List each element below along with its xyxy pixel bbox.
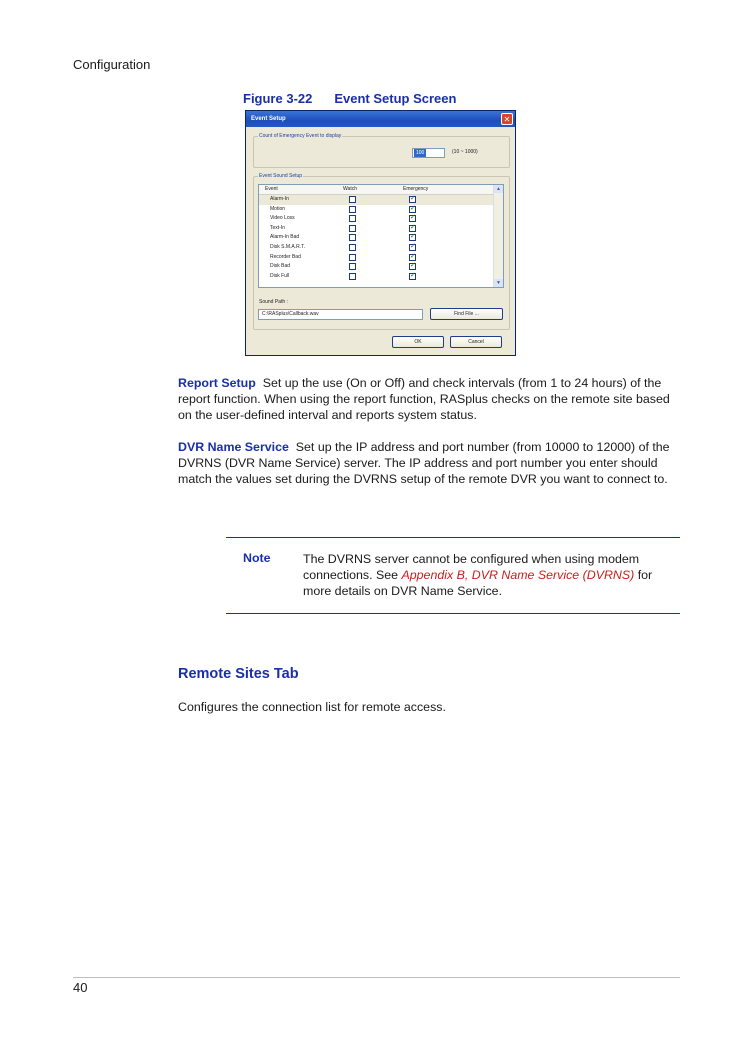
cancel-button[interactable]: Cancel — [450, 336, 502, 348]
emergency-checkbox[interactable] — [409, 225, 416, 232]
event-list-header — [259, 185, 503, 195]
dialog-title: Event Setup — [251, 116, 286, 122]
note-text-before: The DVRNS server cannot be configured when using modem connections. See — [303, 552, 640, 582]
event-name: Alarm-In Bad — [270, 234, 300, 241]
watch-checkbox[interactable] — [349, 254, 356, 261]
watch-checkbox[interactable] — [349, 215, 356, 222]
column-emergency[interactable]: Emergency — [403, 186, 429, 192]
dvr-name-service-term: DVR Name Service — [178, 440, 289, 454]
watch-checkbox[interactable] — [349, 263, 356, 270]
event-name: Alarm-In — [270, 196, 289, 202]
count-group-label: Count of Emergency Event to display — [259, 133, 342, 139]
emergency-checkbox[interactable] — [409, 234, 416, 241]
event-name: Disk Bad — [270, 263, 291, 270]
event-name: Disk Full — [270, 272, 290, 279]
emergency-checkbox[interactable] — [409, 263, 416, 270]
event-row[interactable] — [259, 205, 503, 215]
event-row[interactable] — [259, 195, 503, 205]
scroll-down-icon[interactable]: ▼ — [494, 279, 503, 287]
dvr-name-service-text: Set up the IP address and port number (from 10000 to 12000) of the DVRNS (DVR Name Service) server. The IP address and port number you enter should match the values set during the DVRNS setup of the remote DVR you want to connect to. — [178, 440, 670, 486]
event-name: Disk S.M.A.R.T. — [270, 243, 306, 250]
watch-checkbox[interactable] — [349, 244, 356, 251]
event-row[interactable] — [259, 253, 503, 263]
emergency-count-value: 100 — [416, 150, 425, 156]
remote-sites-text: Configures the connection list for remote access. — [178, 700, 446, 714]
appendix-b-link[interactable]: Appendix B, DVR Name Service (DVRNS) — [401, 568, 635, 582]
watch-checkbox[interactable] — [349, 273, 356, 280]
report-setup-term: Report Setup — [178, 376, 256, 390]
emergency-checkbox[interactable] — [409, 215, 416, 222]
emergency-checkbox[interactable] — [409, 244, 416, 251]
event-row[interactable] — [259, 243, 503, 253]
report-setup-text: Set up the use (On or Off) and check intervals (from 1 to 24 hours) of the report function. When using the report function, RASplus checks on the remote site based on the user-defined interval and reports system status. — [178, 376, 670, 422]
watch-checkbox[interactable] — [349, 196, 356, 203]
dvr-name-service-paragraph — [178, 439, 678, 487]
event-row[interactable] — [259, 233, 503, 243]
event-name: Recorder Bad — [270, 253, 301, 260]
watch-checkbox[interactable] — [349, 234, 356, 241]
note-text — [303, 551, 683, 599]
event-name: Motion — [270, 205, 286, 212]
sound-path-input[interactable]: C:\RASplus\Callback.wav — [258, 309, 423, 320]
note-label: Note — [243, 551, 271, 565]
watch-checkbox[interactable] — [349, 206, 356, 213]
event-row[interactable] — [259, 262, 503, 272]
sound-group-label: Event Sound Setup — [259, 173, 303, 179]
emergency-checkbox[interactable] — [409, 273, 416, 280]
report-setup-paragraph — [178, 375, 678, 423]
figure-caption — [243, 91, 456, 106]
event-row[interactable] — [259, 224, 503, 234]
figure-number: Figure 3-22 — [243, 91, 313, 106]
note-bottom-rule — [226, 613, 680, 614]
page-header: Configuration — [73, 57, 151, 72]
event-name: Video Loss — [270, 215, 295, 222]
close-icon[interactable]: ✕ — [501, 113, 513, 125]
dialog-titlebar — [246, 111, 515, 127]
column-watch[interactable]: Watch — [343, 186, 357, 192]
count-range: (10 ~ 1000) — [452, 149, 478, 155]
event-row[interactable] — [259, 272, 503, 282]
event-setup-dialog — [245, 110, 516, 356]
ok-button[interactable]: OK — [392, 336, 444, 348]
note-text-after: for more details on DVR Name Service. — [303, 568, 653, 598]
note-top-rule — [226, 537, 680, 538]
emergency-checkbox[interactable] — [409, 196, 416, 203]
page-number: 40 — [73, 980, 88, 995]
figure-title: Event Setup Screen — [334, 91, 457, 106]
column-event[interactable]: Event — [265, 186, 278, 192]
emergency-checkbox[interactable] — [409, 206, 416, 213]
remote-sites-heading: Remote Sites Tab — [178, 666, 299, 682]
sound-path-label: Sound Path : — [259, 299, 288, 305]
scroll-up-icon[interactable]: ▲ — [494, 185, 503, 193]
list-scrollbar[interactable] — [493, 185, 503, 287]
event-name: Text-In — [270, 224, 286, 231]
event-row[interactable] — [259, 214, 503, 224]
watch-checkbox[interactable] — [349, 225, 356, 232]
event-list[interactable] — [258, 184, 504, 288]
find-file-button[interactable]: Find File ... — [430, 308, 503, 320]
footer-rule — [73, 977, 680, 978]
emergency-count-input[interactable] — [412, 148, 445, 158]
emergency-checkbox[interactable] — [409, 254, 416, 261]
